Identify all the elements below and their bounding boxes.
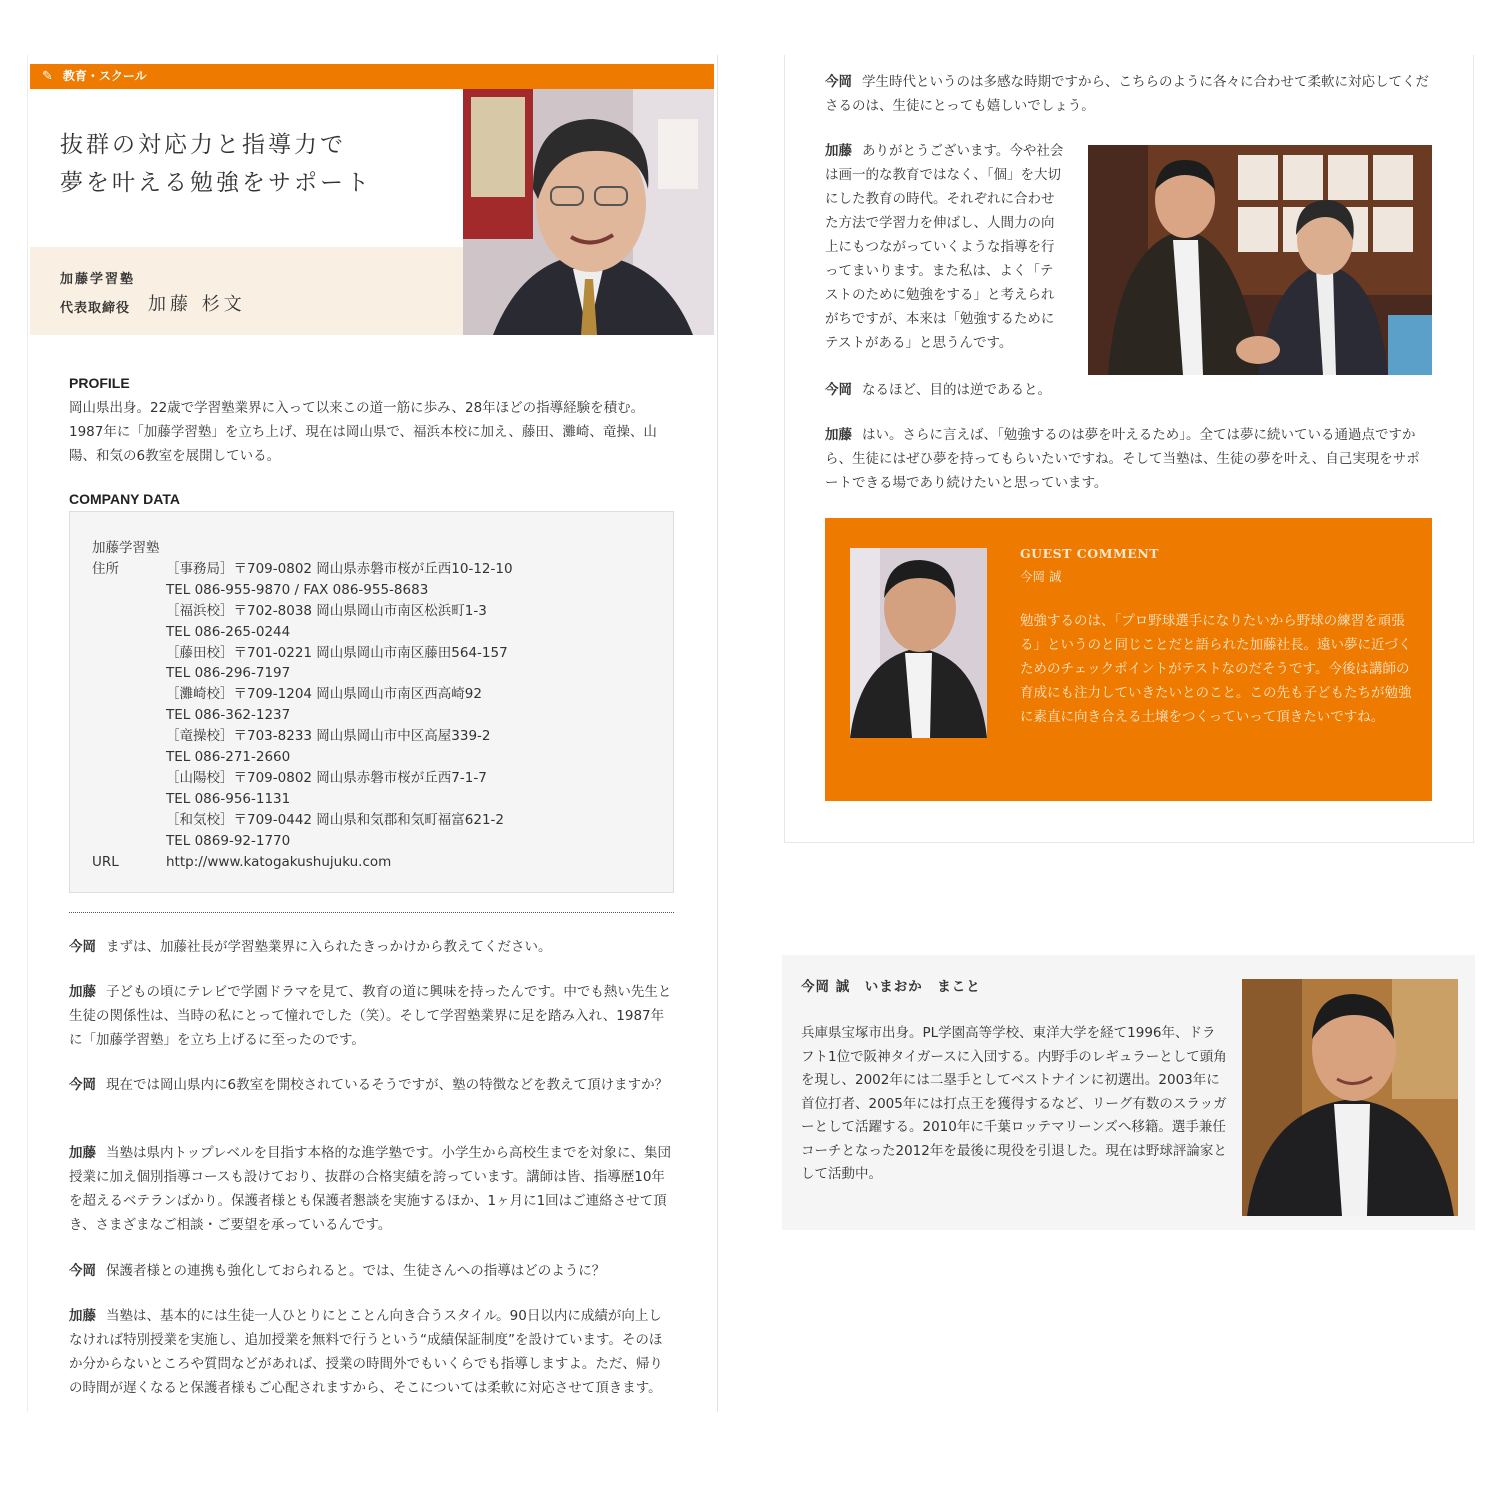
company-data-box xyxy=(69,511,674,893)
dialogue-item xyxy=(825,423,1432,495)
address-line: ［灘崎校］〒709-1204 岡山県岡山市南区西高崎92 xyxy=(166,686,482,703)
dialogue-item xyxy=(69,935,674,959)
company-url-link[interactable]: http://www.katogakushujuku.com xyxy=(166,853,392,870)
guest-comment-heading: GUEST COMMENT xyxy=(1020,546,1160,561)
bio-name: 今岡 誠 いまおか まこと xyxy=(801,979,981,995)
address-line: TEL 086-362-1237 xyxy=(166,707,291,724)
address-line: ［山陽校］〒709-0802 岡山県赤磐市桜が丘西7-1-7 xyxy=(166,769,487,786)
address-line: TEL 086-296-7197 xyxy=(166,665,291,682)
hero-person-name: 加藤 杉文 xyxy=(148,294,246,315)
speaker-name: 加藤 xyxy=(69,1145,96,1161)
address-line: TEL 086-955-9870 / FAX 086-955-8683 xyxy=(166,581,429,598)
bio-text: 兵庫県宝塚市出身。PL学園高等学校、東洋大学を経て1996年、ドラフト1位で阪神タイガースに入団する。内野手のレギュラーとして頭角を現し、2002年には二塁手としてベストナインに初選出。2003年に首位打者、2005年には打点王を獲得するなど、リーグ有数のスラッガーとして活躍する。2010年に千葉ロッテマリーンズへ移籍。選手兼任コーチとなった2012年を最後に現役を引退した。現在は野球評論家として活動中。 xyxy=(801,1025,1227,1182)
speaker-name: 今岡 xyxy=(825,74,852,90)
dialogue-text: 当塾は、基本的には生徒一人ひとりにとことん向き合うスタイル。90日以内に成績が向上しなければ特別授業を実施し、追加授業を無料で行うという“成績保証制度”を設けています。そのほか分からないところや質問などがあれば、授業の時間外でもいくらでも指導しますよ。ただ、帰りの時間が遅くなると保護者様もご心配されますから、そこについては柔軟に対応させて頂きます。 xyxy=(69,1308,663,1396)
dialogue-text: 現在では岡山県内に6教室を開校されているそうですが、塾の特徴などを教えて頂けますか？ xyxy=(106,1077,669,1093)
speaker-name: 加藤 xyxy=(69,984,96,1000)
speaker-name: 今岡 xyxy=(69,939,96,955)
category-bar xyxy=(30,64,714,89)
portrait-photo-imaoka xyxy=(850,548,987,738)
address-label: 住所 xyxy=(92,560,119,577)
address-line: TEL 086-956-1131 xyxy=(166,790,291,807)
address-line: ［福浜校］〒702-8038 岡山県岡山市南区松浜町1-3 xyxy=(166,602,487,619)
dialogue-item xyxy=(825,378,1432,402)
bio-photo-imaoka xyxy=(1242,979,1458,1216)
speaker-name: 加藤 xyxy=(69,1308,96,1324)
address-line: ［竜操校］〒703-8233 岡山県岡山市中区高屋339-2 xyxy=(166,728,491,745)
profile-heading: PROFILE xyxy=(69,375,130,391)
dialogue-item xyxy=(69,980,674,1052)
dialogue-text: はい。さらに言えば、「勉強するのは夢を叶えるため」。全ては夢に続いている通過点ですから、生徒にはぜひ夢を持ってもらいたいですね。そして当塾は、生徒の夢を叶え、自己実現をサポートできる場であり続けたいと思っています。 xyxy=(825,427,1420,491)
speaker-name: 今岡 xyxy=(825,382,852,398)
dialogue-item xyxy=(69,1304,674,1400)
address-line: TEL 086-265-0244 xyxy=(166,623,291,640)
dialogue-item xyxy=(69,1259,674,1283)
guest-comment-text: 勉強するのは、「プロ野球選手になりたいから野球の練習を頑張る」というのと同じことだと語られた加藤社長。遠い夢に近づくためのチェックポイントがテストなのだそうです。今後は講師の育成にも注力していきたいとのこと。この先も子どもたちが勉強に素直に向き合える土壌をつくっていって頂きたいですね。 xyxy=(1020,613,1412,725)
hero-name-band xyxy=(30,247,463,335)
dialogue-text: まずは、加藤社長が学習塾業界に入られたきっかけから教えてください。 xyxy=(106,939,552,955)
hero-title-line1: 抜群の対応力と指導力で xyxy=(60,132,346,158)
portrait-photo-kato xyxy=(463,89,714,335)
url-label: URL xyxy=(92,853,119,870)
address-line: ［藤田校］〒701-0221 岡山県岡山市南区藤田564-157 xyxy=(166,644,508,661)
hero-title-line2: 夢を叶える勉強をサポート xyxy=(60,170,372,196)
speaker-name: 今岡 xyxy=(69,1263,96,1279)
dialogue-text: 子どもの頃にテレビで学園ドラマを見て、教育の道に興味を持ったんです。中でも熱い先生と生徒の関係性は、当時の私にとって憧れでした（笑）。そして学習塾業界に足を踏み入れ、1987年に「加藤学習塾」を立ち上げるに至ったのです。 xyxy=(69,984,672,1048)
hero-role: 代表取締役 xyxy=(60,301,131,316)
pen-icon: ✎ xyxy=(42,69,53,84)
dialogue-text: 当塾は県内トップレベルを目指す本格的な進学塾です。小学生から高校生までを対象に、集団授業に加え個別指導コースも設けており、抜群の合格実績を誇っています。講師は皆、指導歴10年を超えるベテランばかり。保護者様とも保護者懇談を実施するほか、1ヶ月に1回はご連絡させて頂き、さまざまなご相談・ご要望を承っているんです。 xyxy=(69,1145,671,1233)
dialogue-item xyxy=(825,70,1432,118)
url-row xyxy=(92,852,651,873)
divider xyxy=(69,912,674,913)
speaker-name: 今岡 xyxy=(69,1077,96,1093)
address-line: ［事務局］〒709-0802 岡山県赤磐市桜が丘西10-12-10 xyxy=(166,560,513,577)
address-row xyxy=(92,559,651,852)
dialogue-text: なるほど、目的は逆であると。 xyxy=(862,382,1051,398)
address-line: TEL 086-271-2660 xyxy=(166,749,291,766)
guest-name: 今岡 誠 xyxy=(1020,569,1062,584)
photo-kato-and-imaoka xyxy=(1088,145,1432,375)
company-name: 加藤学習塾 xyxy=(92,540,160,556)
hero-title xyxy=(60,126,440,202)
hero-company: 加藤学習塾 xyxy=(60,272,136,287)
address-line: ［和気校］〒709-0442 岡山県和気郡和気町福富621-2 xyxy=(166,811,505,828)
dialogue-item xyxy=(69,1141,674,1237)
dialogue-text: ありがとうございます。今や社会は画一的な教育ではなく、「個」を大切にした教育の時代。それぞれに合わせた方法で学習力を伸ばし、人間力の向上にもつながっていくような指導を行ってまいります。また私は、よく「テストのために勉強をする」と考えられがちですが、本来は「勉強するためにテストがある」と思うんです。 xyxy=(825,143,1064,351)
speaker-name: 加藤 xyxy=(825,143,852,159)
profile-text: 岡山県出身。22歳で学習塾業界に入って以来この道一筋に歩み、28年ほどの指導経験を積む。1987年に「加藤学習塾」を立ち上げ、現在は岡山県で、福浜本校に加え、藤田、灘崎、竜操、山陽、和気の6教室を展開している。 xyxy=(69,400,657,464)
address-lines xyxy=(166,559,513,852)
speaker-name: 加藤 xyxy=(825,427,852,443)
dialogue-text: 保護者様との連携も強化しておられると。では、生徒さんへの指導はどのように？ xyxy=(106,1263,606,1279)
dialogue-text: 学生時代というのは多感な時期ですから、こちらのように各々に合わせて柔軟に対応してくださるのは、生徒にとっても嬉しいでしょう。 xyxy=(825,74,1429,114)
address-line: TEL 0869-92-1770 xyxy=(166,832,291,849)
dialogue-item xyxy=(69,1073,674,1097)
dialogue-item xyxy=(825,139,1065,355)
category-label: 教育・スクール xyxy=(62,69,147,83)
company-data-heading: COMPANY DATA xyxy=(69,491,180,507)
